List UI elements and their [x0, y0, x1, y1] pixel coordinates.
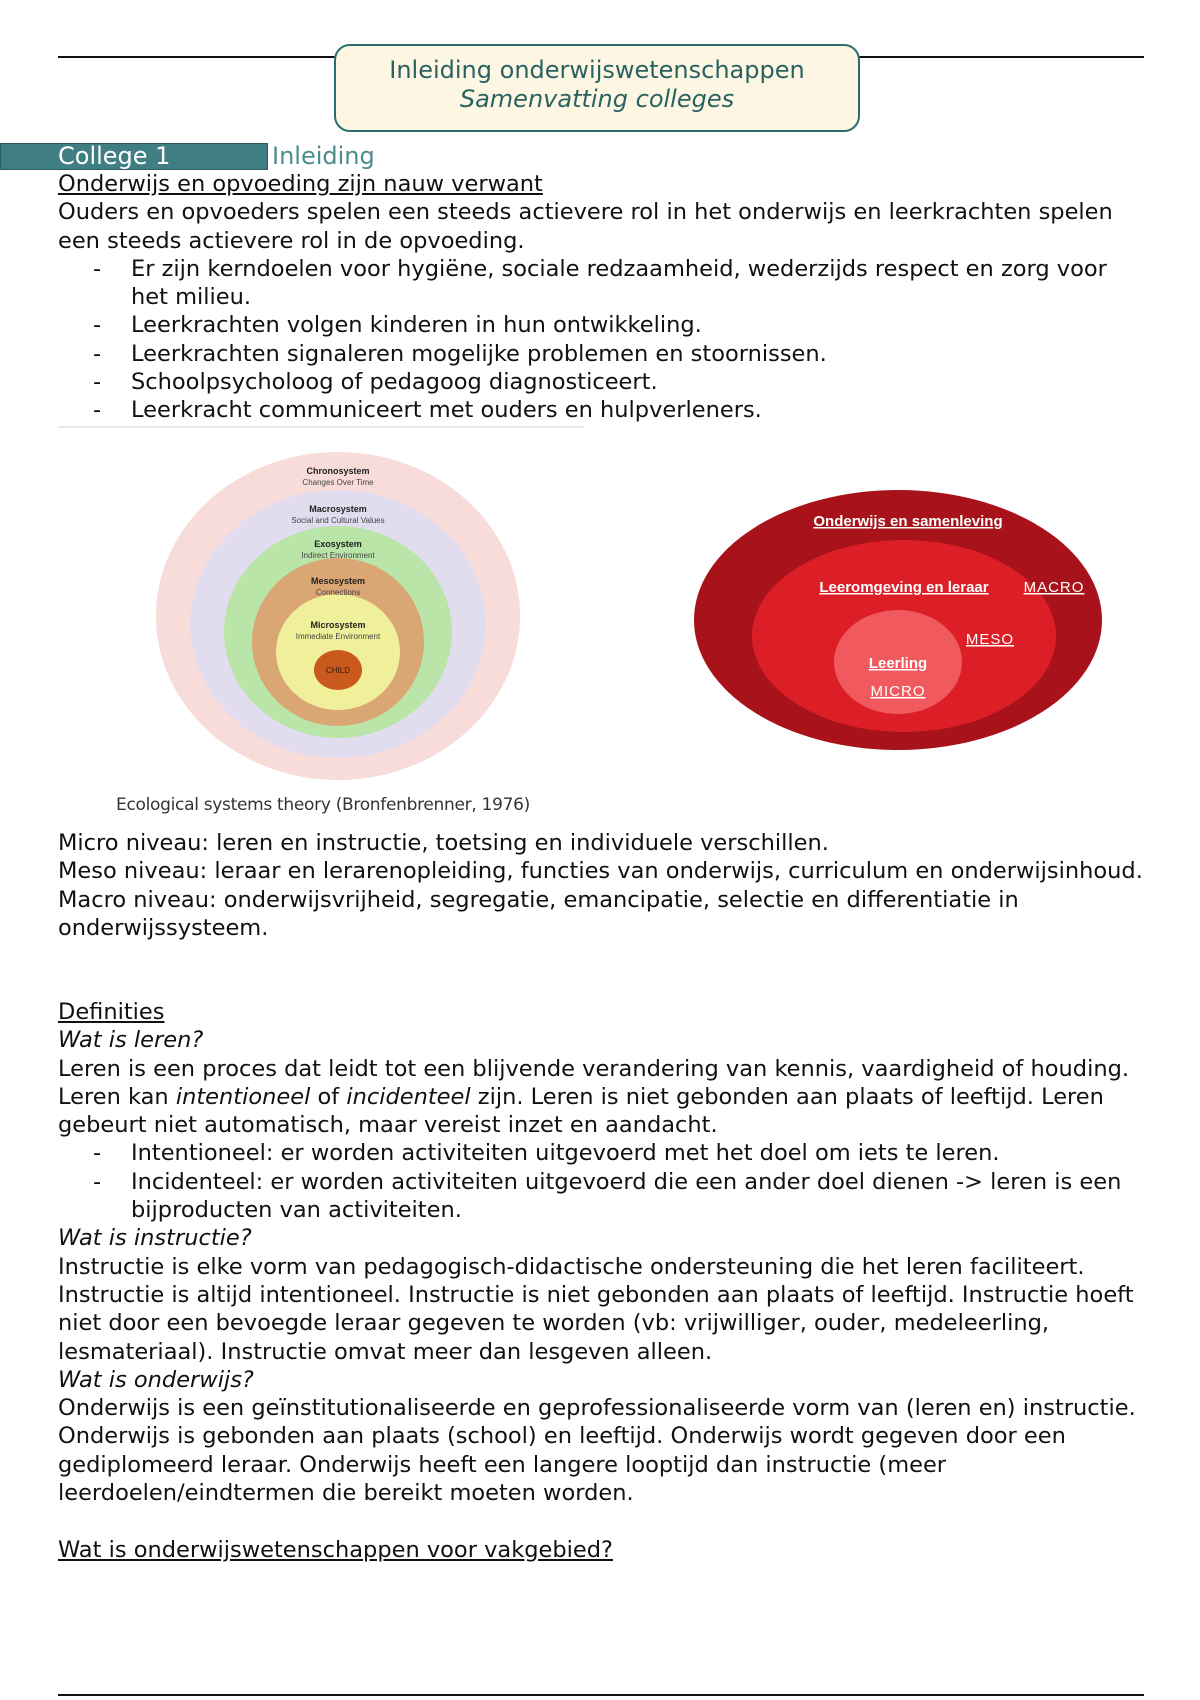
- macro-label: Onderwijs en samenleving: [813, 513, 1003, 530]
- college-label: College 1: [58, 142, 171, 170]
- section-intro: Ouders en opvoeders spelen een steeds actievere rol in het onderwijs en leerkrachten spelen een steeds actievere rol in de opvoeding.: [58, 199, 1113, 254]
- emphasis-intentioneel: intentioneel: [175, 1083, 311, 1110]
- ring-name: Microsystem: [310, 620, 366, 630]
- ring-desc: Connections: [315, 588, 361, 597]
- list-item: - Incidenteel: er worden activiteiten uitgevoerd die een ander doel dienen -> leren is een bijproducten van activiteiten.: [58, 1168, 1148, 1225]
- definitions-heading: Definities: [58, 999, 165, 1025]
- divider: [58, 426, 584, 428]
- ring-desc: Social and Cultural Values: [291, 516, 385, 525]
- ring-desc: Indirect Environment: [301, 551, 375, 560]
- definitions-section: [58, 998, 1148, 1564]
- header-rule-right: [858, 56, 1144, 58]
- list-item: - Intentioneel: er worden activiteiten uitgevoerd met het doel om iets te leren.: [58, 1139, 1148, 1167]
- education-levels-figure: [694, 488, 1110, 752]
- ring-name: Macrosystem: [309, 504, 367, 514]
- bullet-list: [58, 255, 1148, 425]
- macro-level-text: Macro niveau: onderwijsvrijheid, segregatie, emancipatie, selectie en differentiatie in onderwijssysteem.: [58, 886, 1019, 941]
- ecological-systems-figure: [150, 448, 530, 784]
- ring-name: Exosystem: [314, 539, 362, 549]
- list-item: - Schoolpsycholoog of pedagoog diagnosticeert.: [58, 368, 1148, 396]
- section-onderwijs-opvoeding: [58, 170, 1148, 425]
- text-span: zijn. Leren is niet gebonden aan plaats of leeftijd. Leren gebeurt niet automatisch, maar vereist inzet en aandacht.: [58, 1083, 1104, 1139]
- ring-name: Chronosystem: [306, 466, 370, 476]
- section-heading: Onderwijs en opvoeding zijn nauw verwant: [58, 171, 543, 197]
- meso-level-text: Meso niveau: leraar en lerarenopleiding, functies van onderwijs, curriculum en onderwijsinhoud.: [58, 858, 1143, 885]
- leren-paragraph: [58, 1055, 1148, 1140]
- levels-section: [58, 829, 1148, 942]
- list-item: - Er zijn kerndoelen voor hygiëne, sociale redzaamheid, wederzijds respect en zorg voor het milieu.: [58, 255, 1148, 312]
- ring-desc: Immediate Environment: [295, 632, 381, 641]
- list-item: - Leerkracht communiceert met ouders en hulpverleners.: [58, 396, 1148, 424]
- ring-desc: Changes Over Time: [302, 478, 374, 487]
- header-rule-left: [58, 56, 336, 58]
- document-title: Inleiding onderwijswetenschappen: [389, 56, 805, 84]
- child-label: CHILD: [325, 666, 351, 675]
- footer-rule: [58, 1694, 1144, 1696]
- macro-level-label: MACRO: [1023, 579, 1085, 596]
- micro-label: Leerling: [868, 655, 928, 672]
- emphasis-incidenteel: incidenteel: [346, 1083, 471, 1110]
- meso-label: Leeromgeving en leraar: [819, 579, 989, 596]
- question-onderwijs: Wat is onderwijs?: [58, 1366, 254, 1393]
- blank-line: [58, 1507, 1148, 1535]
- document-title-box: [334, 44, 860, 132]
- document-subtitle: Samenvatting colleges: [459, 85, 735, 113]
- ring-name: Mesosystem: [310, 576, 366, 586]
- onderwijs-paragraph: Onderwijs is een geïnstitutionaliseerde en geprofessionaliseerde vorm van (leren en) instructie. Onderwijs is gebonden aan plaats (school) en leeftijd. Onderwijs wordt gegeven door een gediplomeerd leraar. Onderwijs heeft een langere looptijd dan instructie (meer leerdoelen/eindtermen die bereikt moeten worden.: [58, 1395, 1136, 1507]
- question-leren: Wat is leren?: [58, 1027, 204, 1054]
- micro-level-label: MICRO: [870, 683, 926, 700]
- question-instructie: Wat is instructie?: [58, 1225, 252, 1252]
- figure-caption: Ecological systems theory (Bronfenbrenner, 1976): [116, 795, 530, 815]
- bullet-list: [58, 1139, 1148, 1224]
- list-item: - Leerkrachten volgen kinderen in hun ontwikkeling.: [58, 311, 1148, 339]
- text-span: Leren is een proces dat leidt tot een blijvende verandering van kennis, vaardigheid of houding. Leren kan: [58, 1055, 1130, 1110]
- text-span: of: [310, 1083, 347, 1110]
- college-topic: Inleiding: [272, 142, 375, 170]
- list-item: - Leerkrachten signaleren mogelijke problemen en stoornissen.: [58, 340, 1148, 368]
- meso-level-label: MESO: [965, 631, 1015, 648]
- micro-level-text: Micro niveau: leren en instructie, toetsing en individuele verschillen.: [58, 830, 829, 856]
- final-heading: Wat is onderwijswetenschappen voor vakgebied?: [58, 1536, 613, 1563]
- instructie-paragraph: Instructie is elke vorm van pedagogisch-didactische ondersteuning die het leren faciliteert. Instructie is altijd intentioneel. Instructie is niet gebonden aan plaats of leeftijd. Instructie hoeft niet door een bevoegde leraar gegeven te worden (vb: vrijwilliger, ouder, medeleerling, lesmateriaal). Instructie omvat meer dan lesgeven alleen.: [58, 1253, 1134, 1365]
